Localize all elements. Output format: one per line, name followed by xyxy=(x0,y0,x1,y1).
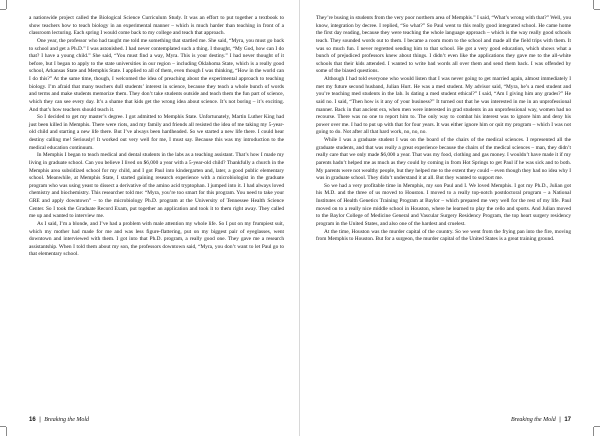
body-text xyxy=(29,15,284,259)
page-footer xyxy=(511,416,571,424)
footer-separator: | xyxy=(559,417,561,423)
paragraph: In Memphis I began to teach medical and dental students in the labs as a teaching assistant. That’s how I made my living in graduate school. Can you believe I lived on $6,000 a year with a 5-year-old child? Thankfully a church in the Memphis area subsidized school for my child, and I got Paul into kindergarten and, later, a good public elementary school. Meanwhile, at Memphis State, I started gaining research experience with a microbiologist in the graduate program who was using yeast to dissect a derivative of the amino acid tryptophan. I jumped into it. I had always loved chemistry and biochemistry. This researcher told me: “Myra, you’re too smart for this program. You need to take your GRE and apply downtown” – to the microbiology Ph.D. program at the University of Tennessee Health Science Center. So I took the Graduate Record Exam, put together an application and took it to them right away. They called me up and wanted to interview me. xyxy=(29,152,284,220)
footer-separator: | xyxy=(39,417,41,423)
paragraph: They’re busing in students from the very poor northern area of Memphis.” I said, “What’s wrong with that?” Well, you know, integration by decree. I replied, “So what?” So Paul went to this really good integrated school. He came home the first day reading, because they were teaching the whole language approach – which is the way really good schools teach. They sounded words out to them. I became a room mom to the school and made all the field trips with them. It was so much fun. I never regretted sending him to that school. He got a very good education, which shows what a bunch of prejudiced professors knew about things. I didn’t even like the applications they gave me to the all-white schools that their kids attended. I wanted to write bad words all over them and send them back. I was offended by some of the biased questions. xyxy=(316,15,571,75)
paragraph: At the time, Houston was the murder capital of the country. So we went from the frying pan into the fire, moving from Memphis to Houston. But for a surgeon, the murder capital of the United States is a great training ground. xyxy=(316,228,571,243)
paragraph: So we had a very profitable time in Memphis, my son Paul and I. We loved Memphis. I got my Ph.D., Julian got his M.D. and the three of us moved to Houston. I moved to a really top-notch postdoctoral program – a National Institutes of Health Genetics Training Program at Baylor – which prepared me very well for the rest of my life. Paul moved on to a really nice middle school in Houston, where he learned to play the cello and sports. And Julian moved to the Baylor College of Medicine General and Vascular Surgery Residency Program, the top heart surgery residency program in the United States, and also one of the hardest and cruelest. xyxy=(316,182,571,227)
paragraph: As I said, I’m a blonde, and I’ve had a problem with male attention my whole life. So I put on my frumpiest suit, which my mother had made for me and was less figure-flattering, put on my biggest pair of eyeglasses, went downtown and interviewed with them. I got into that Ph.D. program, a really good one. They gave me a research assistantship. When I told them about my son, the professors downtown said, “Myra, you don’t want to let Paul go to that elementary school. xyxy=(29,220,284,258)
running-title: Breaking the Mold xyxy=(510,417,556,423)
page-number: 17 xyxy=(564,417,571,423)
page-footer xyxy=(29,416,89,424)
right-page xyxy=(300,0,600,436)
paragraph: Although I had told everyone who would listen that I was never going to get married again, almost immediately I met my future second husband, Julian Hurt. He was a med student. My advisor said, “Myra, he’s a med student and you’re teaching med students in the lab. Is dating a med student ethical?” I said, “Am I giving him any grades?” He said no. I said, “Then how is it any of your business?” It turned out that he was interested in me in an unprofessional manner. Back in that ancient era, when men were interested in grad students in an unprofessional way, women had no recourse. There was no one to report him to. The only way to combat his interest was to ignore him and deny his power over me. I had to put up with that for four years. It was either ignore him or quit my program – which I was not going to do. Not after all that hard work, no, no, no. xyxy=(316,76,571,136)
paragraph: One year, the professor who had taught me told me something that startled me. She said, “Myra, you must go back to school and get a Ph.D.” I was astonished. I had never contemplated such a thing. I thought, “My God, how can I do that? I have a young child.” She said, “You must find a way, Myra. This is your destiny.” I had never thought of it before, but I began to apply to the state universities in our region – including Oklahoma State, which is a really good school, Arkansas State and Memphis State. I applied to all of them, even though I was thinking, “How in the world can I do this?” At the same time, though, I welcomed the idea of preaching about the experimental approach to teaching biology. I’m afraid that many teachers dull students’ interest in science, because they teach a whole bunch of words and terms and make students memorize them. They don’t take students outside and teach them the fun part of science, which they can see every day. It’s a shame that kids get the wrong idea about science. It’s not boring – it’s exciting. And that’s how teachers should teach it. xyxy=(29,37,284,113)
running-title: Breaking the Mold xyxy=(44,417,90,423)
paragraph: So I decided to get my master’s degree. I got admitted to Memphis State. Unfortunately, Martin Luther King had just been killed in Memphis. There were riots, and my family and friends all resisted the idea of me taking my 5-year-old child and starting a new life there. But I’ve always been hardheaded. So we started a new life there. I could hear destiny calling me! Seriously! It worked out very well for me, I must say. Because this was my introduction to the medical education continuum. xyxy=(29,114,284,151)
body-text xyxy=(316,15,571,244)
paragraph: While I was a graduate student I was on the board of the chairs of the medical sciences. I represented all the graduate students, and that was really a great experience because the chairs of the medical sciences – man, they didn’t really care that we only made $6,000 a year. That was my food, clothing and gas money. I wouldn’t have made it if my parents hadn’t helped me as much as they could by coming in from Hot Springs to get Paul if he was sick and to both. My parents were not wealthy people, but they helped me to the extent they could – even though they had no idea why I was in graduate school. They didn’t understand it at all. But they wanted to support me. xyxy=(316,137,571,182)
paragraph: a nationwide project called the Biological Science Curriculum Study. It was an effort to put together a textbook to show teachers how to teach biology in an experimental manner – which is much harder than teaching in front of a classroom lecturing. Each spring I would come back to my college and teach that approach. xyxy=(29,15,284,37)
page-number: 16 xyxy=(29,417,36,423)
